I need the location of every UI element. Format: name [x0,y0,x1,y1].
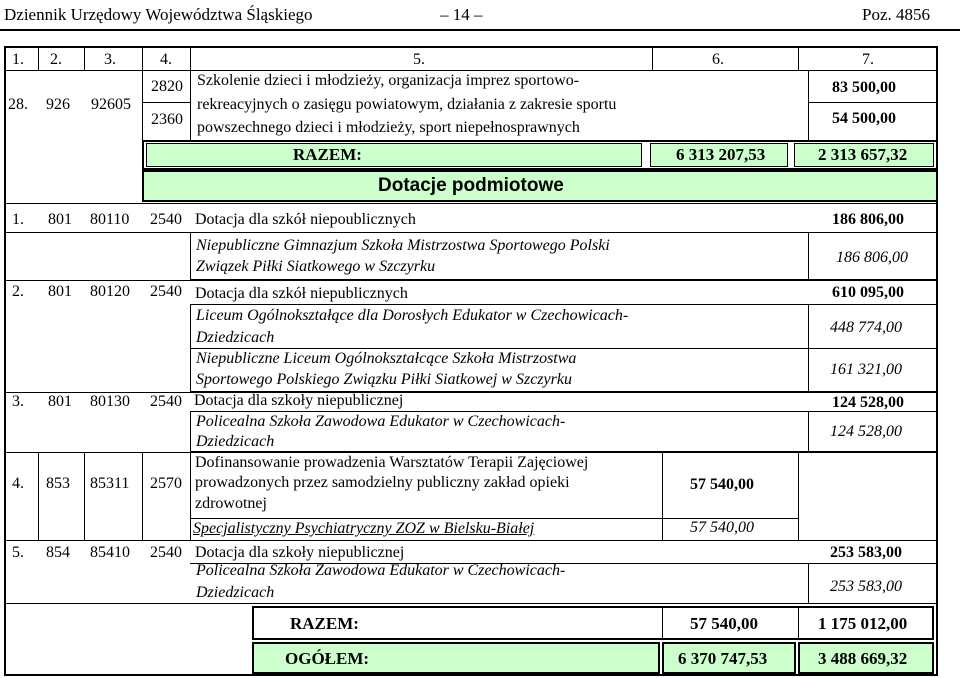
colhead-divider [798,46,799,70]
row28-divider [142,70,143,140]
item2-subA-line2: Dziedzicach [196,329,275,346]
item1-sub-line2: Związek Piłki Siatkowego w Szczyrku [196,258,436,275]
item3-sub-line2: Dziedzicach [196,433,275,450]
razem2-divider [662,606,663,640]
item2-lp: 2. [12,283,24,300]
item2-rule [4,280,938,281]
item5-end-rule [4,603,938,604]
item4-sub-amount: 57 540,00 [690,519,754,536]
row28-divider [808,70,809,140]
ogolem-col7: 3 488 669,32 [818,649,908,668]
item2-amount: 610 095,00 [832,284,904,301]
item2-subA-amount: 448 774,00 [830,319,902,336]
colhead-2: 2. [50,51,62,68]
item2-subB-line2: Sportowego Polskiego Związku Piłki Siatkowej w Szczyrku [196,371,572,388]
colhead-divider [652,46,653,70]
row28-rozdzial: 92605 [91,96,131,113]
row28-dzial: 926 [46,96,70,113]
item1-dzial: 801 [48,211,72,228]
item4-divider [190,452,191,540]
razem-col7: 2 313 657,32 [818,145,908,164]
item3-par: 2540 [150,393,182,410]
colhead-1: 1. [12,51,24,68]
item2-subA-line1: Liceum Ogólnokształące dla Dorosłych Edukator w Czechowicach- [196,307,629,324]
item4-rozdzial: 85311 [90,475,130,492]
item2-desc: Dotacja dla szkół niepublicznych [195,285,408,302]
colhead-rule [4,70,938,71]
item4-desc-line1: Dofinansowanie prowadzenia Warsztatów Terapii Zajęciowej [195,454,589,471]
item5-sub-divider [808,563,809,603]
item4-lp: 4. [12,475,24,492]
ogolem-label: OGÓŁEM: [285,649,370,668]
item4-desc-line2: prowadzonych przez samodzielny publiczny zakład opieki [195,474,570,491]
item2-rozdzial: 80120 [90,283,130,300]
row28-par-b: 2360 [151,111,183,128]
row28-desc-line1: Szkolenie dzieci i młodzieży, organizacja imprez sportowo- [197,72,580,89]
item4-par: 2570 [150,475,182,492]
item2-subB-line1: Niepubliczne Liceum Ogólnokształcące Szkoła Mistrzostwa [196,350,577,367]
row28-amt-divider [808,102,938,103]
razem-label-cell [146,143,642,167]
item1-sub-line1: Niepubliczne Gimnazjum Szkoła Mistrzostwa Sportowego Polski [196,237,610,254]
item5-desc: Dotacja dla szkoły niepublicznej [195,544,405,561]
item2-subB-amount: 161 321,00 [830,361,902,378]
item4-divider [142,452,143,540]
section-rule [4,203,938,204]
row28-desc-line2: rekreacyjnych o zasięgu powiatowym, działania z zakresie sportu [197,96,617,113]
colhead-6: 6. [712,51,724,68]
item4-amount: 57 540,00 [690,476,754,493]
item4-divider [662,452,663,540]
item2-par: 2540 [150,283,182,300]
item3-sub-amount: 124 528,00 [830,423,902,440]
item5-dzial: 854 [46,544,70,561]
item4-desc-line3: zdrowotnej [195,495,267,512]
razem2-col7: 1 175 012,00 [818,614,908,633]
item4-divider [84,452,85,540]
item1-rozdzial: 80110 [90,211,130,228]
item3-sub-divider [808,411,809,452]
row28-lp: 28. [8,96,28,113]
header-rule [0,29,960,31]
item3-rule [4,392,938,393]
item1-amount: 186 806,00 [832,211,904,228]
item5-sub-line1: Policealna Szkoła Zawodowa Edukator w Czechowicach- [196,562,566,579]
razem-col6: 6 313 207,53 [676,145,766,164]
position-number: Poz. 4856 [862,5,930,24]
colhead-4: 4. [160,51,172,68]
item3-amount: 124 528,00 [832,394,904,411]
row28-amount-b: 54 500,00 [832,110,896,127]
item5-rozdzial: 85410 [90,544,130,561]
colhead-divider [84,46,85,70]
section-title: Dotacje podmiotowe [378,175,564,196]
razem-label: RAZEM: [293,145,362,164]
item5-sub-line2: Dziedzicach [196,584,275,601]
item1-sub-amount: 186 806,00 [836,249,908,266]
item4-divider [38,452,39,540]
item3-dzial: 801 [48,393,72,410]
item4-sub: Specjalistyczny Psychiatryczny ZOZ w Bielsku-Białej [193,520,535,537]
item5-amount: 253 583,00 [830,544,902,561]
item1-par: 2540 [150,211,182,228]
row28-amount-a: 83 500,00 [832,79,896,96]
row28-divider [190,70,191,140]
item2-dzial: 801 [48,283,72,300]
item4-dzial: 853 [46,475,70,492]
item1-sub-divider [808,232,809,280]
item3-lp: 3. [12,393,24,410]
ogolem-col6: 6 370 747,53 [678,649,768,668]
item5-par: 2540 [150,544,182,561]
item3-rozdzial: 80130 [90,393,130,410]
razem2-label: RAZEM: [290,614,359,633]
item1-lp: 1. [12,211,24,228]
razem2-divider [798,606,799,640]
row28-desc-line3: powszechnego dzieci i młodzieży, sport niepełnosprawnych [197,119,580,136]
journal-title: Dziennik Urzędowy Województwa Śląskiego [4,5,313,24]
item5-sub-amount: 253 583,00 [830,578,902,595]
item1-desc: Dotacja dla szkół niepoublicznych [195,211,416,228]
item4-divider [798,452,799,540]
colhead-divider [38,46,39,70]
colhead-7: 7. [862,51,874,68]
page-number: – 14 – [440,5,483,24]
item2-sub-rule [190,348,938,349]
colhead-5: 5. [413,51,425,68]
colhead-divider [190,46,191,70]
item5-rule [4,540,938,541]
row28-par-divider [142,102,190,103]
item3-desc: Dotacja dla szkoły niepublicznej [194,392,404,409]
razem2-col6: 57 540,00 [690,614,758,633]
colhead-divider [142,46,143,70]
item5-lp: 5. [12,544,24,561]
colhead-3: 3. [104,51,116,68]
row28-par-a: 2820 [151,78,183,95]
item3-sub-line1: Policealna Szkoła Zawodowa Edukator w Czechowicach- [196,413,566,430]
